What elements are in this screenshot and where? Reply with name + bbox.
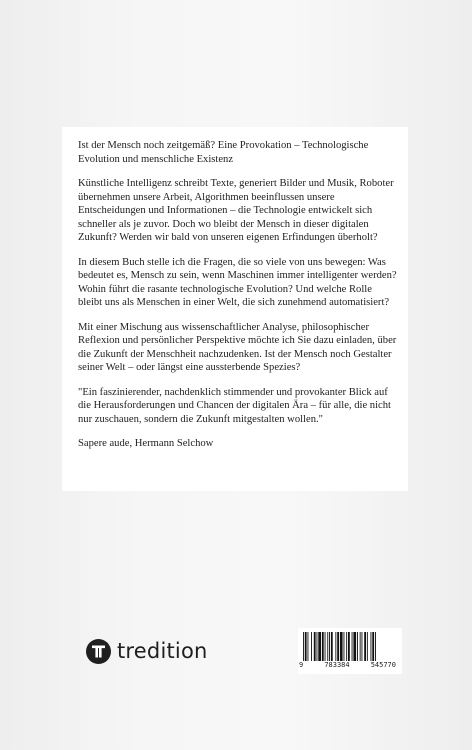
barcode-prefix: 9 xyxy=(299,661,304,669)
blurb-title: Ist der Mensch noch zeitgemäß? Eine Provokation – Technologische Evolution und menschliche Existenz xyxy=(78,140,369,165)
blurb-paragraph-3: Mit einer Mischung aus wissenschaftlicher Analyse, philosophischer Reflexion und persönlicher Perspektive möchte ich Sie dazu einladen, über die Zukunft der Menschheit nachzudenken. Ist der Mensch noch Gestalter seiner Welt – oder längst eine aussterbende Spezies? xyxy=(78,321,397,373)
barcode-number xyxy=(298,661,402,669)
barcode-group-1: 783384 xyxy=(324,661,350,669)
publisher-logo xyxy=(86,636,208,666)
blurb-signature: Sapere aude, Hermann Selchow xyxy=(78,438,214,449)
blurb-paragraph-2: In diesem Buch stelle ich die Fragen, die so viele von uns bewegen: Was bedeutet es, Mensch zu sein, wenn Maschinen immer intelligenter werden? Wohin führt die rasante technologische Evolution? Und welche Rolle bleibt uns als Menschen in einer Welt, die sich zunehmend automatisiert? xyxy=(78,256,397,308)
publisher-name: tredition xyxy=(117,639,208,663)
blurb-paragraph-1: Künstliche Intelligenz schreibt Texte, generiert Bilder und Musik, Roboter übernehmen unsere Arbeit, Algorithmen beeinflussen unsere Entscheidungen und Informationen – die Technologie entwickelt sich schneller als je zuvor. Doch wo bleibt der Mensch in dieser digitalen Zukunft? Werden wir bald von unseren eigenen Erfindungen überholt? xyxy=(78,178,394,243)
barcode-group-2: 545770 xyxy=(370,661,396,669)
tredition-logo-icon xyxy=(86,639,111,664)
blurb-panel xyxy=(62,127,408,491)
blurb-quote: "Ein faszinierender, nachdenklich stimmender und provokanter Blick auf die Herausforderungen und Chancen der digitalen Ära – für alle, die nicht nur zuschauen, sondern die Zukunft mitgestalten wollen." xyxy=(78,386,391,425)
barcode-bars xyxy=(302,632,398,662)
isbn-barcode xyxy=(298,628,402,674)
